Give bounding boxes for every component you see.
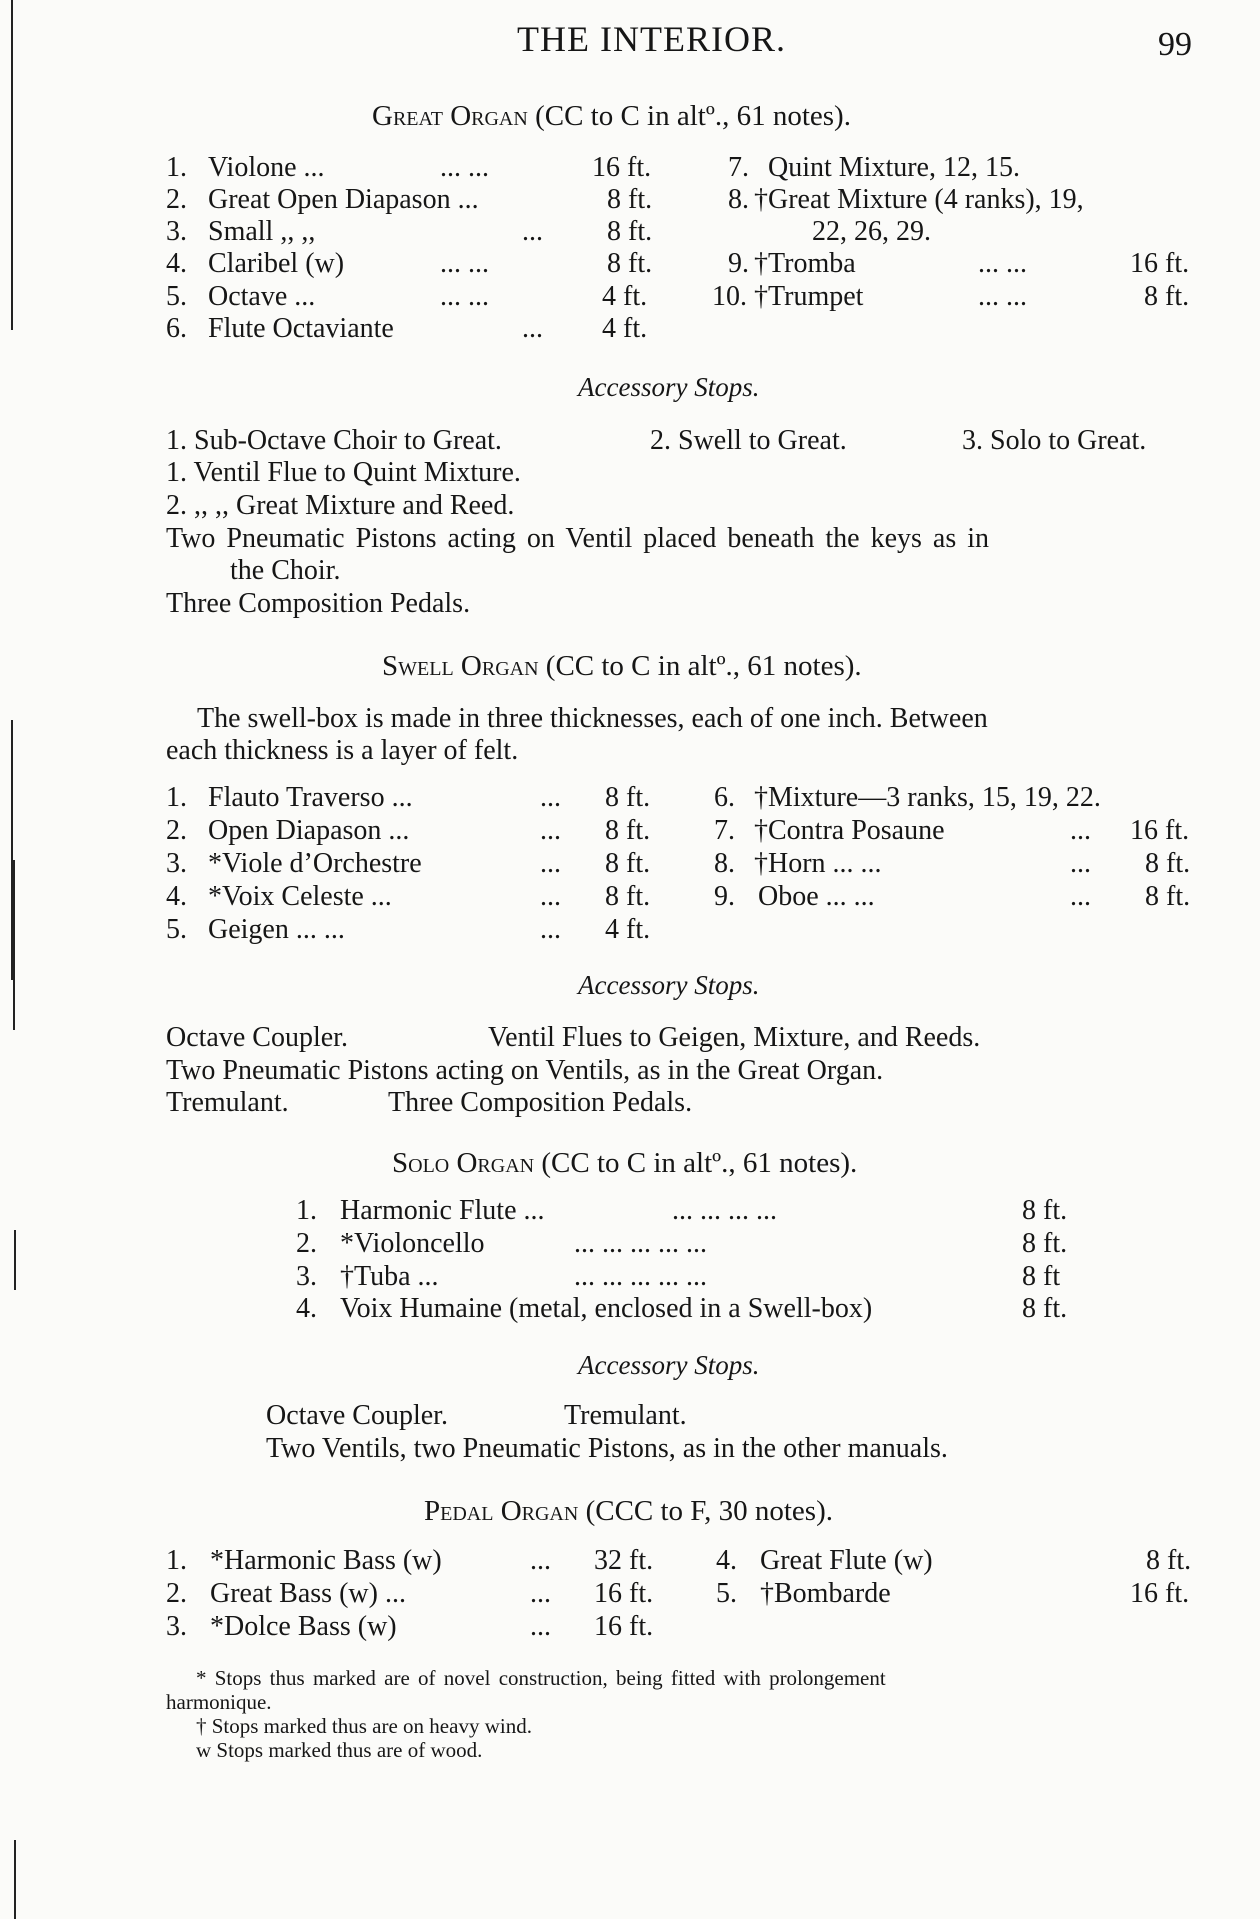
stop-number: 4. bbox=[166, 248, 187, 279]
stop-name: Violone ... bbox=[208, 152, 325, 183]
stop-number: 6. bbox=[714, 782, 735, 813]
accessory-line: 1. Ventil Flue to Quint Mixture. bbox=[166, 457, 521, 488]
stop-number: 7. bbox=[714, 815, 735, 846]
solo-organ-heading bbox=[392, 1147, 857, 1180]
stop-size: 4 ft. bbox=[602, 281, 648, 312]
pedal-organ-heading bbox=[424, 1495, 833, 1528]
stop-name: †Tromba bbox=[754, 248, 856, 279]
stop-size: 8 ft. bbox=[607, 184, 653, 215]
stop-dots: ... ... bbox=[978, 281, 1027, 312]
margin-rule bbox=[14, 1840, 16, 1919]
footnote-dagger: † Stops marked thus are on heavy wind. bbox=[196, 1714, 532, 1738]
stop-name: Flauto Traverso ... bbox=[208, 782, 413, 813]
stop-number: 2. bbox=[296, 1228, 317, 1259]
stop-number: 1. bbox=[296, 1195, 317, 1226]
page-number: 99 bbox=[1158, 26, 1192, 63]
stop-number: 4. bbox=[716, 1545, 737, 1576]
stop-number: 3. bbox=[166, 216, 187, 247]
stop-name: †Horn ... ... bbox=[754, 848, 882, 879]
stop-number: 9. bbox=[728, 248, 749, 279]
stop-name: †Contra Posaune bbox=[754, 815, 945, 846]
stop-name: †Trumpet bbox=[754, 281, 864, 312]
stop-number: 1. bbox=[166, 1545, 187, 1576]
stop-number: 4. bbox=[166, 881, 187, 912]
stop-size: 8 ft. bbox=[1145, 881, 1191, 912]
stop-size: 8 ft. bbox=[1144, 281, 1190, 312]
stop-name: Small ,, ,, bbox=[208, 216, 316, 247]
stop-dots: ... ... bbox=[440, 152, 489, 183]
stop-name: Octave ... bbox=[208, 281, 316, 312]
stop-name: Harmonic Flute ... bbox=[340, 1195, 545, 1226]
stop-dots: ... ... ... ... ... bbox=[574, 1228, 707, 1259]
stop-size: 8 ft. bbox=[605, 782, 651, 813]
stop-dots: ... ... bbox=[978, 248, 1027, 279]
accessory-line: 3. Solo to Great. bbox=[962, 425, 1147, 456]
accessory-line: Octave Coupler. bbox=[266, 1400, 448, 1431]
margin-rule bbox=[14, 1230, 16, 1290]
stop-dots: ... bbox=[530, 1611, 551, 1642]
accessory-line: Tremulant. bbox=[564, 1400, 687, 1431]
stop-number: 2. bbox=[166, 1578, 187, 1609]
accessory-stops-heading: Accessory Stops. bbox=[578, 1350, 760, 1380]
stop-dots: ... bbox=[530, 1578, 551, 1609]
stop-name: *Violoncello bbox=[340, 1228, 485, 1259]
stop-number: 6. bbox=[166, 313, 187, 344]
stop-number: 3. bbox=[166, 1611, 187, 1642]
accessory-stops-heading: Accessory Stops. bbox=[578, 970, 760, 1000]
stop-size: 8 ft. bbox=[607, 248, 653, 279]
stop-name: Claribel (w) bbox=[208, 248, 345, 279]
stop-name: Quint Mixture, 12, 15. bbox=[768, 152, 1020, 183]
stop-number: 1. bbox=[166, 782, 187, 813]
stop-name: Great Open Diapason ... bbox=[208, 184, 479, 215]
stop-name: Great Flute (w) bbox=[760, 1545, 933, 1576]
stop-size: 16 ft. bbox=[1130, 1578, 1190, 1609]
stop-size: 8 ft. bbox=[607, 216, 653, 247]
heading-name: Pedal Organ bbox=[424, 1495, 579, 1527]
heading-range: (CC to C in altº., 61 notes). bbox=[541, 1147, 858, 1179]
accessory-stops-heading: Accessory Stops. bbox=[578, 372, 760, 402]
stop-size: 8 ft. bbox=[605, 881, 651, 912]
footnote-wood: w Stops marked thus are of wood. bbox=[196, 1738, 483, 1762]
stop-number: 8. bbox=[714, 848, 735, 879]
stop-name: *Harmonic Bass (w) bbox=[210, 1545, 442, 1576]
stop-name: Open Diapason ... bbox=[208, 815, 410, 846]
stop-name: †Mixture—3 ranks, 15, 19, 22. bbox=[754, 782, 1101, 813]
accessory-line: 2. ,, ,, Great Mixture and Reed. bbox=[166, 490, 515, 521]
stop-name: †Bombarde bbox=[760, 1578, 891, 1609]
heading-name: Great Organ bbox=[372, 100, 528, 132]
heading-range: (CC to C in altº., 61 notes). bbox=[545, 650, 862, 682]
stop-dots: ... ... bbox=[440, 248, 489, 279]
stop-dots: ... bbox=[540, 815, 561, 846]
stop-dots: ... bbox=[540, 782, 561, 813]
stop-dots: ... ... bbox=[440, 281, 489, 312]
stop-size: 8 ft. bbox=[1022, 1195, 1068, 1226]
stop-size: 32 ft. bbox=[594, 1545, 654, 1576]
stop-dots: ... bbox=[540, 914, 561, 945]
stop-size: 4 ft. bbox=[602, 313, 648, 344]
stop-size: 16 ft. bbox=[594, 1611, 654, 1642]
accessory-line: Octave Coupler. bbox=[166, 1022, 348, 1053]
running-title: THE INTERIOR. bbox=[517, 19, 786, 59]
stop-number: 2. bbox=[166, 815, 187, 846]
accessory-line: Tremulant. bbox=[166, 1087, 289, 1118]
stop-dots: ... ... ... ... bbox=[672, 1195, 777, 1226]
stop-size: 16 ft. bbox=[592, 152, 652, 183]
accessory-line: Two Pneumatic Pistons acting on Ventils, as in the Great Organ. bbox=[166, 1055, 884, 1086]
stop-dots: ... bbox=[1070, 815, 1091, 846]
stop-name: Oboe ... ... bbox=[758, 881, 875, 912]
stop-size: 8 ft bbox=[1022, 1261, 1061, 1292]
stop-size: 16 ft. bbox=[1130, 815, 1190, 846]
footnote-star: * Stops thus marked are of novel construction, being fitted with prolongement bbox=[196, 1666, 886, 1690]
stop-number: 9. bbox=[714, 881, 735, 912]
stop-name: *Viole d’Orchestre bbox=[208, 848, 422, 879]
stop-number: 7. bbox=[728, 152, 749, 183]
great-organ-heading bbox=[372, 100, 851, 133]
stop-number: 3. bbox=[166, 848, 187, 879]
stop-number: 10. bbox=[712, 281, 747, 312]
swell-intro: The swell-box is made in three thicknesses, each of one inch. Between bbox=[197, 703, 988, 734]
heading-name: Solo Organ bbox=[392, 1147, 535, 1179]
stop-dots: ... bbox=[1070, 881, 1091, 912]
accessory-line: 1. Sub-Octave Choir to Great. bbox=[166, 425, 502, 456]
stop-size: 16 ft. bbox=[1130, 248, 1190, 279]
stop-name: Geigen ... ... bbox=[208, 914, 345, 945]
stop-number: 5. bbox=[716, 1578, 737, 1609]
stop-dots: ... bbox=[522, 216, 543, 247]
stop-size: 8 ft. bbox=[1022, 1228, 1068, 1259]
stop-name: Voix Humaine (metal, enclosed in a Swell-box) bbox=[340, 1293, 873, 1324]
swell-intro: each thickness is a layer of felt. bbox=[166, 735, 519, 766]
stop-name: *Dolce Bass (w) bbox=[210, 1611, 397, 1642]
accessory-line: 2. Swell to Great. bbox=[650, 425, 847, 456]
stop-name: *Voix Celeste ... bbox=[208, 881, 392, 912]
accessory-line: the Choir. bbox=[230, 555, 341, 586]
stop-number: 8. bbox=[728, 184, 749, 215]
stop-number: 4. bbox=[296, 1293, 317, 1324]
footnote-star: harmonique. bbox=[166, 1690, 272, 1714]
swell-organ-heading bbox=[382, 650, 862, 683]
stop-size: 8 ft. bbox=[1146, 1545, 1192, 1576]
stop-number: 1. bbox=[166, 152, 187, 183]
stop-size: 8 ft. bbox=[605, 815, 651, 846]
stop-name: †Tuba ... bbox=[340, 1261, 439, 1292]
stop-dots: ... bbox=[530, 1545, 551, 1576]
stop-size: 8 ft. bbox=[605, 848, 651, 879]
stop-number: 5. bbox=[166, 281, 187, 312]
heading-range: (CC to C in altº., 61 notes). bbox=[535, 100, 851, 132]
stop-number: 5. bbox=[166, 914, 187, 945]
accessory-line: Three Composition Pedals. bbox=[388, 1087, 693, 1118]
stop-name: Great Bass (w) ... bbox=[210, 1578, 406, 1609]
stop-size: 4 ft. bbox=[605, 914, 651, 945]
stop-number: 2. bbox=[166, 184, 187, 215]
stop-number: 3. bbox=[296, 1261, 317, 1292]
stop-name: 22, 26, 29. bbox=[812, 216, 931, 247]
stop-size: 8 ft. bbox=[1145, 848, 1191, 879]
margin-rule bbox=[11, 0, 13, 330]
stop-dots: ... ... ... ... ... bbox=[574, 1261, 707, 1292]
stop-dots: ... bbox=[522, 313, 543, 344]
accessory-line: Three Composition Pedals. bbox=[166, 588, 471, 619]
stop-size: 8 ft. bbox=[1022, 1293, 1068, 1324]
stop-size: 16 ft. bbox=[594, 1578, 654, 1609]
heading-range: (CCC to F, 30 notes). bbox=[585, 1495, 833, 1527]
stop-name: Flute Octaviante bbox=[208, 313, 394, 344]
accessory-line: Two Pneumatic Pistons acting on Ventil placed beneath the keys as in bbox=[166, 523, 990, 554]
stop-dots: ... bbox=[540, 881, 561, 912]
accessory-line: Two Ventils, two Pneumatic Pistons, as in the other manuals. bbox=[266, 1433, 948, 1464]
margin-rule bbox=[13, 860, 15, 1030]
accessory-line: Ventil Flues to Geigen, Mixture, and Reeds. bbox=[488, 1022, 981, 1053]
stop-name: †Great Mixture (4 ranks), 19, bbox=[754, 184, 1084, 215]
stop-dots: ... bbox=[1070, 848, 1091, 879]
heading-name: Swell Organ bbox=[382, 650, 539, 682]
stop-dots: ... bbox=[540, 848, 561, 879]
